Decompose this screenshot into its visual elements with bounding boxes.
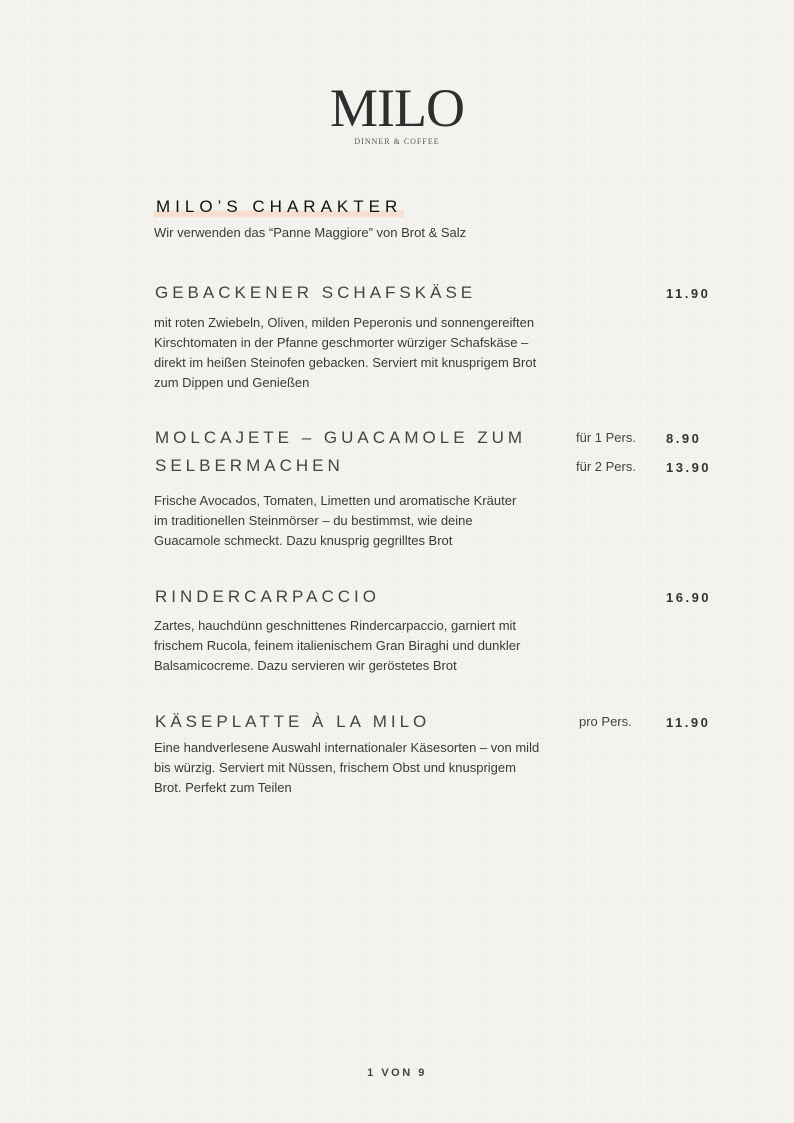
- title-line: SELBERMACHEN: [155, 456, 344, 475]
- desc-line: frischem Rucola, feinem italienischem Gran Biraghi und dunkler: [154, 638, 521, 653]
- desc-line: Frische Avocados, Tomaten, Limetten und aromatische Kräuter: [154, 493, 517, 508]
- section-note: Wir verwenden das “Panne Maggiore” von Brot & Salz: [154, 225, 467, 240]
- item-unit: pro Pers.: [579, 714, 632, 729]
- desc-line: zum Dippen und Genießen: [154, 375, 310, 390]
- item-title: GEBACKENER SCHAFSKÄSE: [155, 283, 477, 302]
- logo: MILO: [330, 78, 464, 138]
- desc-line: Eine handverlesene Auswahl internationaler Käsesorten – von mild: [154, 740, 540, 755]
- item-price: 8.90: [666, 431, 702, 446]
- item-price: 11.90: [666, 286, 711, 301]
- desc-line: im traditionellen Steinmörser – du bestimmst, wie deine: [154, 513, 473, 528]
- section-title: MILO’S CHARAKTER: [156, 197, 403, 216]
- item-description: [154, 313, 604, 393]
- item-price: 16.90: [666, 590, 712, 605]
- item-description: [154, 738, 604, 798]
- item-price: 11.90: [666, 715, 711, 730]
- title-line: MOLCAJETE – GUACAMOLE ZUM: [155, 428, 527, 447]
- item-unit: für 2 Pers.: [576, 459, 636, 474]
- item-title: [155, 424, 526, 480]
- logo-tagline: DINNER & COFFEE: [354, 137, 440, 146]
- page-number: 1 VON 9: [367, 1067, 427, 1079]
- desc-line: mit roten Zwiebeln, Oliven, milden Peperonis und sonnengereiften: [154, 315, 535, 330]
- item-price: 13.90: [666, 460, 712, 475]
- item-description: [154, 491, 604, 551]
- item-description: [154, 616, 604, 676]
- desc-line: bis würzig. Serviert mit Nüssen, frischem Obst und knusprigem: [154, 760, 516, 775]
- item-title: RINDERCARPACCIO: [155, 587, 380, 606]
- desc-line: Brot. Perfekt zum Teilen: [154, 780, 292, 795]
- desc-line: direkt im heißen Steinofen gebacken. Serviert mit knusprigem Brot: [154, 355, 537, 370]
- item-title: KÄSEPLATTE À LA MILO: [155, 712, 431, 731]
- desc-line: Guacamole schmeckt. Dazu knusprig gegrilltes Brot: [154, 533, 453, 548]
- desc-line: Balsamicocreme. Dazu servieren wir geröstetes Brot: [154, 658, 457, 673]
- desc-line: Zartes, hauchdünn geschnittenes Rindercarpaccio, garniert mit: [154, 618, 517, 633]
- desc-line: Kirschtomaten in der Pfanne geschmorter würziger Schafskäse –: [154, 335, 529, 350]
- item-unit: für 1 Pers.: [576, 430, 636, 445]
